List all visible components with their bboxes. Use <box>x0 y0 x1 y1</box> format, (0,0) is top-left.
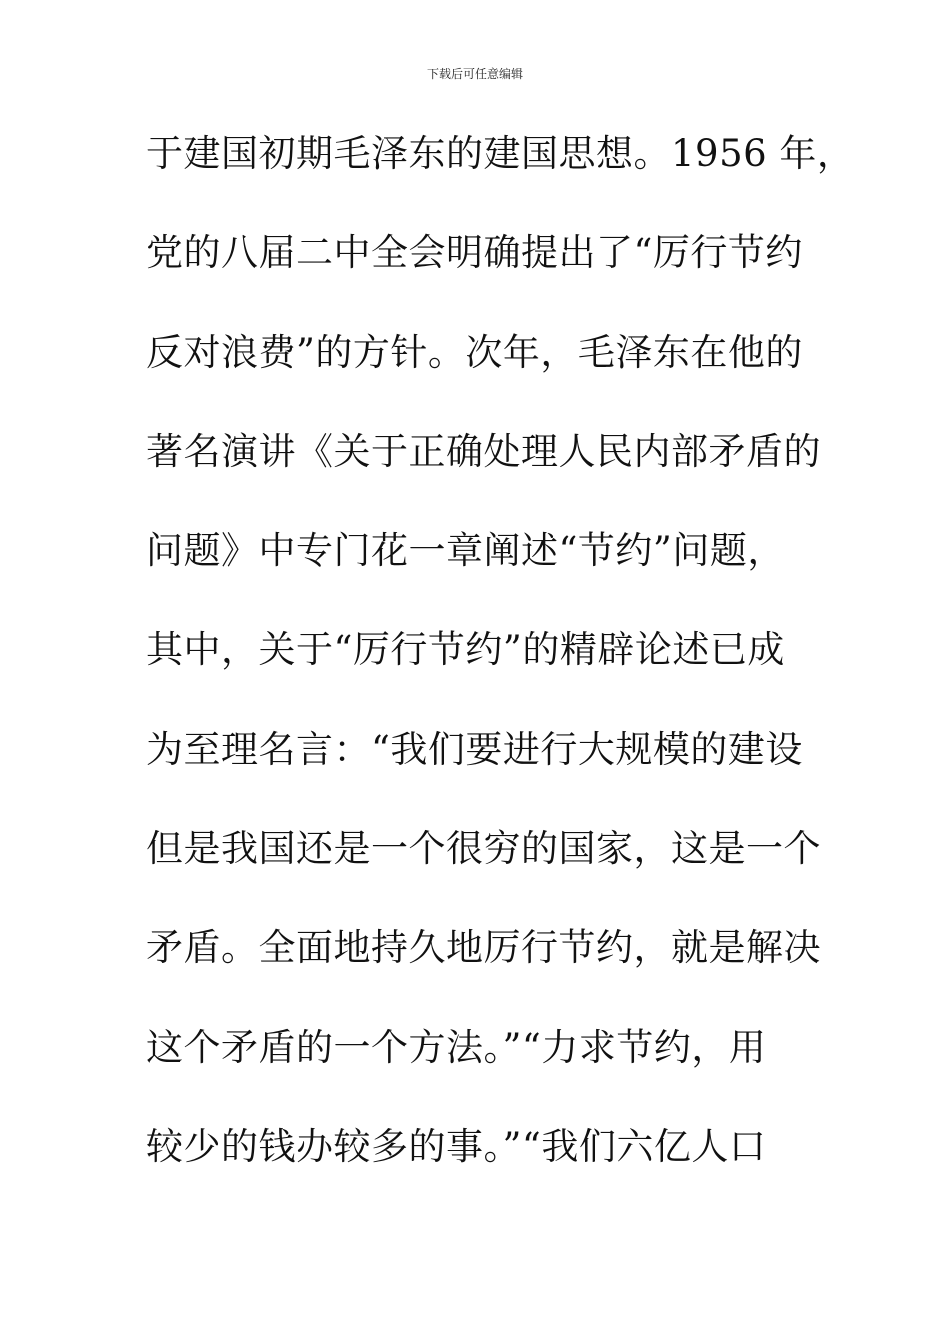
text-line: 较少的钱办较多的事。”“我们六亿人口 <box>146 1124 767 1168</box>
document-body <box>146 126 855 1218</box>
page-header: 下载后可任意编辑 <box>426 67 523 81</box>
text-line: 著名演讲《关于正确处理人民内部矛盾的 <box>146 429 821 473</box>
text-line: 为至理名言：“我们要进行大规模的建设 <box>146 727 803 771</box>
text-line: 其中，关于“厉行节约”的精辟论述已成 <box>146 628 785 672</box>
text-line: 于建国初期毛泽东的建国思想。1956 年， <box>146 132 855 175</box>
text-line: 矛盾。全面地持久地厉行节约，就是解决 <box>146 926 821 970</box>
text-line: 这个矛盾的一个方法。”“力求节约，用 <box>146 1025 767 1069</box>
text-line: 党的八届二中全会明确提出了“厉行节约 <box>146 231 803 275</box>
text-line: 但是我国还是一个很穷的国家，这是一个 <box>146 827 821 871</box>
text-line: 问题》中专门花一章阐述“节约”问题， <box>146 529 785 573</box>
text-line: 反对浪费”的方针。次年，毛泽东在他的 <box>146 330 803 374</box>
